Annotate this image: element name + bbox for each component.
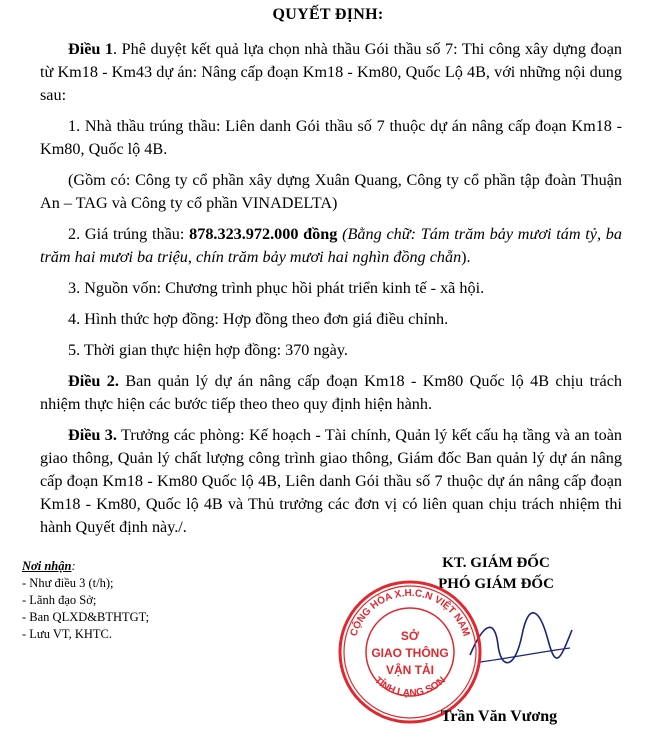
recipient-item: - Như điều 3 (t/h); <box>22 576 114 590</box>
signer-name: Trần Văn Vương <box>440 708 558 725</box>
item-2-suffix: ). <box>461 248 471 266</box>
seal-ring-path: CỘNG HÒA X.H.C.N VIỆT NAM <box>348 587 472 638</box>
recipient-item: - Lãnh đạo Sở; <box>22 593 97 607</box>
signature-role-line-1: KT. GIÁM ĐỐC <box>442 555 550 571</box>
document-title: QUYẾT ĐỊNH: <box>272 6 384 23</box>
item-4: 4. Hình thức hợp đồng: Hợp đồng theo đơn giá điều chỉnh. <box>68 310 449 328</box>
seal-bottom-text <box>372 675 448 699</box>
article-2 <box>40 370 622 416</box>
recipients-list <box>22 575 282 643</box>
recipients-colon: : <box>71 559 76 573</box>
document-body <box>40 38 622 547</box>
item-3: 3. Nguồn vốn: Chương trình phục hồi phát triển kinh tế - xã hội. <box>68 279 485 297</box>
article-2-text: Ban quản lý dự án nâng cấp đoạn Km18 - Km80 Quốc lộ 4B chịu trách nhiệm thực hiện các bước tiếp theo theo quy định hiện hành. <box>40 372 622 413</box>
bid-amount-words: (Bằng chữ: Tám trăm bảy mươi tám tỷ, ba trăm hai mươi ba triệu, chín trăm bảy mươi hai nghìn đồng chẵn <box>40 225 622 266</box>
article-1-text: . Phê duyệt kết quả lựa chọn nhà thầu Gói thầu số 7: Thi công xây dựng đoạn từ Km18 - Km43 dự án: Nâng cấp đoạn Km18 - Km80, Quốc Lộ 4B, với những nội dung sau: <box>40 40 622 104</box>
article-3 <box>40 424 622 539</box>
article-1 <box>40 38 622 107</box>
item-5: 5. Thời gian thực hiện hợp đồng: 370 ngày. <box>68 341 348 359</box>
article-2-label: Điều 2. <box>68 372 119 390</box>
recipient-item: - Ban QLXD&BTHTGT; <box>22 610 150 624</box>
seal-center-line-1: SỞ <box>400 629 420 643</box>
bid-amount: 878.323.972.000 đồng <box>189 225 338 243</box>
signature-role-line-2: PHÓ GIÁM ĐỐC <box>438 576 554 592</box>
recipients-heading-line <box>22 558 282 575</box>
seal-bottom-path: TỈNH LẠNG SƠN <box>372 675 448 700</box>
item-2-prefix: 2. Giá trúng thầu: <box>68 225 190 243</box>
seal-center-line-3: VẬN TẢI <box>386 663 434 677</box>
item-1-detail: (Gồm có: Công ty cổ phần xây dựng Xuân Quang, Công ty cổ phần tập đoàn Thuận An – TAG và Công ty cổ phần VINADELTA) <box>40 171 622 212</box>
recipients-heading: Nơi nhận <box>22 559 72 573</box>
official-seal <box>336 578 484 726</box>
recipient-item: - Lưu VT, KHTC. <box>22 627 112 641</box>
article-1-label: Điều 1 <box>68 40 114 58</box>
item-2 <box>40 223 622 269</box>
article-3-label: Điều 3. <box>68 426 117 444</box>
recipients-block <box>22 558 282 643</box>
seal-center-line-2: GIAO THÔNG <box>371 646 449 660</box>
item-1: 1. Nhà thầu trúng thầu: Liên danh Gói thầu số 7 thuộc dự án nâng cấp đoạn Km18 - Km80, Quốc lộ 4B. <box>40 117 622 158</box>
article-3-text: Trưởng các phòng: Kế hoạch - Tài chính, Quản lý kết cấu hạ tầng và an toàn giao thông, Quản lý chất lượng công trình giao thông, Giám đốc Ban quản lý dự án nâng cấp đoạn Km18 - Km80 Quốc lộ 4B, Liên danh Gói thầu số 7 thuộc dự án nâng cấp đoạn Km18 - Km80, Quốc lộ 4B và Thủ trưởng các đơn vị có liên quan chịu trách nhiệm thi hành Quyết định này./. <box>40 426 623 536</box>
